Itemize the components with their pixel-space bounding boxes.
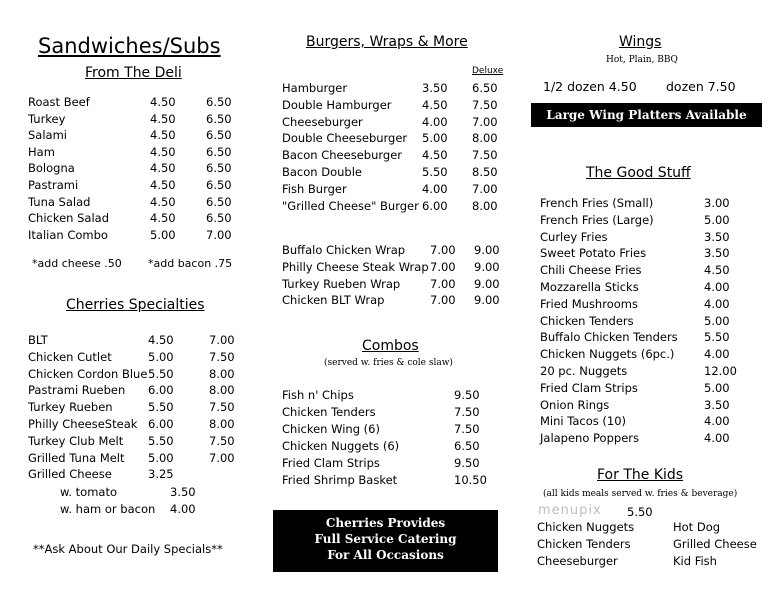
item-name: French Fries (Large) (540, 212, 654, 227)
regular-price: 7.00 (430, 243, 456, 257)
item-name: Chicken Wing (6) (282, 422, 380, 436)
price: 4.00 (704, 280, 730, 294)
item-name: Hamburger (282, 81, 348, 95)
deli-item (28, 112, 258, 129)
deluxe-price: 6.50 (472, 81, 498, 95)
small-price: 5.00 (150, 227, 176, 242)
wrap-item (282, 277, 512, 294)
item-name: Curley Fries (540, 229, 608, 244)
item-name: Philly Cheese Steak Wrap (282, 259, 429, 274)
deli-item (28, 178, 258, 195)
kids-item (537, 537, 762, 554)
price: 6.50 (454, 439, 480, 453)
price: 5.00 (704, 212, 730, 227)
item-name: Jalapeno Poppers (540, 431, 639, 446)
small-price: 3.25 (148, 467, 174, 482)
large-price: 6.50 (206, 178, 232, 192)
price: 4.50 (704, 263, 730, 278)
burger-item (282, 81, 512, 98)
item-name: Turkey Rueben (28, 400, 113, 415)
catering-line-1: Cherries Provides (325, 516, 446, 530)
large-price: 6.50 (206, 95, 232, 109)
item-name: Turkey Rueben Wrap (282, 276, 401, 291)
price: 5.00 (704, 313, 730, 328)
small-price: 4.50 (150, 95, 176, 109)
deluxe-price: 7.50 (472, 97, 498, 112)
catering-line-2: Full Service Catering (314, 532, 457, 546)
burger-item (282, 115, 512, 132)
specialty-item (28, 400, 258, 417)
specialty-item (28, 367, 258, 384)
price: 12.00 (704, 364, 737, 378)
sandwiches-title: Sandwiches/Subs (38, 34, 221, 58)
price: 5.50 (704, 330, 730, 345)
item-name: Chili Cheese Fries (540, 263, 642, 278)
combo-item (282, 422, 502, 439)
small-price: 4.50 (150, 128, 176, 143)
combos-subtitle: (served w. fries & cole slaw) (324, 358, 453, 368)
kids-title: For The Kids (597, 467, 684, 483)
large-price: 8.00 (209, 366, 235, 381)
item-name: Salami (28, 128, 67, 143)
small-price: 4.50 (150, 194, 176, 209)
small-price: 5.50 (148, 366, 174, 381)
wing-platters-banner: Large Wing Platters Available (531, 103, 762, 127)
burger-item (282, 131, 512, 148)
good-stuff-title: The Good Stuff (586, 165, 691, 181)
regular-price: 4.50 (422, 148, 448, 163)
wings-half-dozen: 1/2 dozen 4.50 (543, 79, 637, 94)
large-price: 7.00 (209, 333, 235, 347)
small-price: 6.00 (148, 383, 174, 398)
item-name: Onion Rings (540, 397, 610, 412)
combos-title: Combos (362, 338, 419, 354)
item-name: Chicken Nuggets (6pc.) (540, 347, 675, 362)
add-bacon-note: *add bacon .75 (148, 257, 233, 270)
item-name: Roast Beef (28, 95, 90, 109)
kids-subtitle: (all kids meals served w. fries & beverage) (543, 489, 738, 499)
item-name: Chicken Cordon Blue (28, 366, 148, 381)
item-name: Fried Clam Strips (282, 456, 380, 470)
deluxe-price: 7.00 (472, 114, 498, 129)
price: 9.50 (454, 388, 480, 402)
good-stuff-item (540, 364, 762, 381)
deluxe-label: Deluxe (472, 66, 504, 76)
good-stuff-item (540, 246, 762, 263)
wrap-item (282, 243, 512, 260)
small-price: 4.50 (150, 144, 176, 159)
regular-price: 7.00 (430, 293, 456, 308)
small-price: 5.00 (148, 349, 174, 364)
large-price: 7.00 (206, 227, 232, 242)
item-name: Pastrami Rueben (28, 383, 126, 398)
small-price: 4.50 (150, 111, 176, 126)
burgers-title: Burgers, Wraps & More (306, 34, 468, 50)
item-name: Chicken Tenders (282, 405, 376, 419)
large-price: 6.50 (206, 211, 232, 226)
small-price: 4.50 (150, 161, 176, 176)
kids-meal-right: Kid Fish (673, 554, 717, 568)
item-name: Tuna Salad (28, 194, 91, 209)
deluxe-price: 9.00 (474, 243, 500, 257)
item-name: Fried Mushrooms (540, 296, 638, 311)
large-price: 6.50 (206, 161, 232, 176)
price: 4.00 (170, 502, 196, 516)
good-stuff-item (540, 280, 762, 297)
item-name: Grilled Tuna Melt (28, 450, 125, 465)
large-price: 6.50 (206, 144, 232, 159)
specialty-item (28, 451, 258, 468)
small-price: 4.50 (148, 333, 174, 347)
item-name: Italian Combo (28, 227, 108, 242)
deli-item (28, 145, 258, 162)
deli-item (28, 228, 258, 245)
regular-price: 4.00 (422, 114, 448, 129)
item-name: BLT (28, 333, 48, 347)
item-name: Bacon Cheeseburger (282, 148, 402, 163)
kids-meal-right: Hot Dog (673, 520, 721, 534)
price: 10.50 (454, 473, 487, 487)
good-stuff-item (540, 314, 762, 331)
price: 5.00 (704, 380, 730, 395)
combo-item (282, 388, 502, 405)
price: 4.00 (704, 296, 730, 311)
large-price: 6.50 (206, 128, 232, 143)
wings-title: Wings (619, 34, 662, 50)
good-stuff-item (540, 330, 762, 347)
regular-price: 3.50 (422, 81, 448, 95)
item-name: Chicken BLT Wrap (282, 293, 385, 308)
item-name: w. tomato (60, 485, 118, 499)
item-name: Turkey (28, 111, 66, 126)
deli-item (28, 95, 258, 112)
price: 7.50 (454, 405, 480, 419)
price: 3.00 (704, 196, 730, 210)
large-price: 8.00 (209, 383, 235, 398)
burger-item (282, 98, 512, 115)
price: 4.00 (704, 347, 730, 362)
regular-price: 7.00 (430, 276, 456, 291)
deli-item (28, 211, 258, 228)
item-name: Chicken Salad (28, 211, 109, 226)
item-name: Buffalo Chicken Tenders (540, 330, 678, 345)
item-name: Grilled Cheese (28, 467, 112, 482)
kids-meal-left: Cheeseburger (537, 554, 618, 568)
wings-flavors: Hot, Plain, BBQ (606, 55, 678, 65)
item-name: Mozzarella Sticks (540, 280, 639, 294)
good-stuff-item (540, 297, 762, 314)
daily-specials-note: **Ask About Our Daily Specials** (33, 542, 223, 556)
kids-meal-left: Chicken Nuggets (537, 520, 635, 534)
small-price: 5.50 (148, 433, 174, 448)
item-name: Turkey Club Melt (28, 433, 124, 448)
good-stuff-item (540, 414, 762, 431)
regular-price: 5.50 (422, 165, 448, 179)
item-name: Mini Tacos (10) (540, 414, 627, 429)
deluxe-price: 8.00 (472, 198, 498, 213)
kids-item (537, 554, 762, 571)
regular-price: 4.00 (422, 181, 448, 196)
price: 9.50 (454, 456, 480, 470)
deluxe-price: 8.50 (472, 165, 498, 179)
price: 4.00 (704, 431, 730, 446)
item-name: Cheeseburger (282, 114, 363, 129)
deluxe-price: 7.50 (472, 148, 498, 163)
regular-price: 5.00 (422, 131, 448, 146)
deli-item (28, 128, 258, 145)
good-stuff-item (540, 381, 762, 398)
deluxe-price: 9.00 (474, 293, 500, 308)
specialty-item (28, 434, 258, 451)
extra-item (60, 502, 240, 519)
catering-line-3: For All Occasions (327, 548, 444, 562)
small-price: 5.00 (148, 450, 174, 465)
kids-item (537, 520, 762, 537)
item-name: Bologna (28, 161, 75, 176)
wrap-item (282, 260, 512, 277)
specialty-item (28, 350, 258, 367)
good-stuff-item (540, 230, 762, 247)
combo-item (282, 456, 502, 473)
good-stuff-item (540, 398, 762, 415)
good-stuff-item (540, 196, 762, 213)
price: 3.50 (704, 397, 730, 412)
item-name: Pastrami (28, 178, 79, 192)
item-name: Sweet Potato Fries (540, 246, 647, 261)
item-name: Double Cheeseburger (282, 131, 408, 146)
burger-item (282, 199, 512, 216)
large-price: 6.50 (206, 194, 232, 209)
item-name: w. ham or bacon (60, 502, 156, 516)
deluxe-price: 9.00 (474, 259, 500, 274)
item-name: Chicken Nuggets (6) (282, 439, 400, 453)
item-name: "Grilled Cheese" Burger (282, 198, 419, 213)
item-name: Double Hamburger (282, 97, 392, 112)
combo-item (282, 473, 502, 490)
item-name: Fried Clam Strips (540, 380, 638, 395)
specialties-title: Cherries Specialties (66, 297, 205, 313)
price: 7.50 (454, 422, 480, 436)
deli-item (28, 195, 258, 212)
wings-dozen: dozen 7.50 (666, 79, 736, 94)
good-stuff-item (540, 263, 762, 280)
item-name: Chicken Tenders (540, 313, 634, 328)
small-price: 5.50 (148, 400, 174, 415)
deluxe-price: 7.00 (472, 181, 498, 196)
deluxe-price: 8.00 (472, 131, 498, 146)
regular-price: 6.00 (422, 198, 448, 213)
catering-banner (273, 510, 498, 572)
price: 3.50 (704, 246, 730, 261)
item-name: 20 pc. Nuggets (540, 364, 628, 378)
watermark: menupix (538, 503, 602, 518)
good-stuff-item (540, 213, 762, 230)
small-price: 6.00 (148, 417, 174, 431)
specialty-item (28, 467, 258, 484)
burger-item (282, 165, 512, 182)
add-cheese-note: *add cheese .50 (32, 257, 122, 270)
large-price: 7.50 (209, 349, 235, 364)
item-name: Fish Burger (282, 181, 347, 196)
combo-item (282, 439, 502, 456)
item-name: Bacon Double (282, 165, 362, 179)
item-name: Philly CheeseSteak (28, 417, 138, 431)
extra-item (60, 485, 240, 502)
small-price: 4.50 (150, 211, 176, 226)
large-price: 8.00 (209, 417, 235, 431)
deluxe-price: 9.00 (474, 276, 500, 291)
regular-price: 4.50 (422, 97, 448, 112)
item-name: Fish n' Chips (282, 388, 354, 402)
specialty-item (28, 417, 258, 434)
wrap-item (282, 293, 512, 310)
kids-meal-left: Chicken Tenders (537, 537, 631, 551)
good-stuff-item (540, 347, 762, 364)
combo-item (282, 405, 502, 422)
kids-price: 5.50 (627, 505, 653, 519)
item-name: Chicken Cutlet (28, 349, 112, 364)
burger-item (282, 182, 512, 199)
price: 4.00 (704, 414, 730, 429)
regular-price: 7.00 (430, 259, 456, 274)
small-price: 4.50 (150, 178, 176, 192)
good-stuff-item (540, 431, 762, 448)
large-price: 7.00 (209, 450, 235, 465)
large-price: 7.50 (209, 400, 235, 415)
specialty-item (28, 383, 258, 400)
large-price: 7.50 (209, 433, 235, 448)
item-name: Ham (28, 144, 55, 159)
burger-item (282, 148, 512, 165)
kids-meal-right: Grilled Cheese (673, 537, 757, 551)
price: 3.50 (704, 229, 730, 244)
deli-title: From The Deli (85, 65, 182, 81)
specialty-item (28, 333, 258, 350)
item-name: French Fries (Small) (540, 196, 654, 210)
large-price: 6.50 (206, 111, 232, 126)
price: 3.50 (170, 485, 196, 499)
item-name: Buffalo Chicken Wrap (282, 243, 406, 257)
item-name: Fried Shrimp Basket (282, 473, 398, 487)
deli-item (28, 161, 258, 178)
